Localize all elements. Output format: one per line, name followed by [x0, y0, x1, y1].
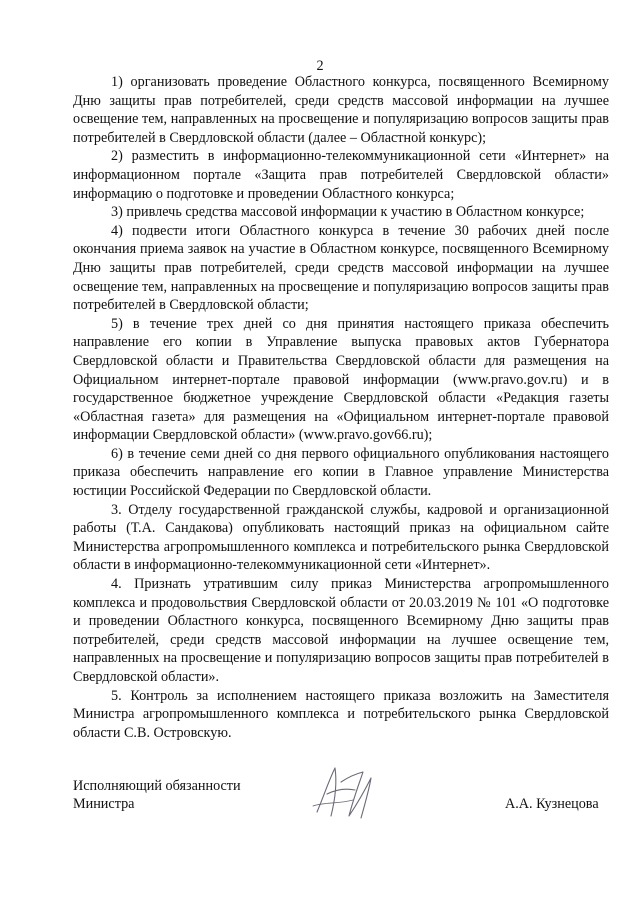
signatory-title-line1: Исполняющий обязанности [73, 778, 241, 794]
signatory-title-line2: Министра [73, 796, 135, 812]
paragraph-5: 5. Контроль за исполнением настоящего приказа возложить на Заместителя Министра агропромышленного комплекса и потребительского рынка Свердловской области С.В. Островскую. [73, 687, 609, 741]
handwritten-signature [305, 760, 385, 825]
paragraph-3: 3. Отделу государственной гражданской службы, кадровой и организационной работы (Т.А. Сандакова) опубликовать настоящий приказ на официальном сайте Министерства агропромышленного комплекса и потребительского рынка Свердловской области в информационно-телекоммуникационной сети «Интернет». [73, 501, 609, 574]
signatory-name: А.А. Кузнецова [505, 796, 599, 812]
paragraph-1-3: 3) привлечь средства массовой информации к участию в Областном конкурсе; [111, 204, 585, 221]
page-number: 2 [316, 58, 324, 74]
paragraph-1-4: 4) подвести итоги Областного конкурса в течение 30 рабочих дней после окончания приема заявок на участие в Областном конкурсе, посвященного Всемирному Дню защиты прав потребителей, среди средств массовой информации на лучшее освещение тем, направленных на просвещение и популяризацию вопросов защиты прав потребителей в Свердловской области; [73, 222, 609, 314]
paragraph-4: 4. Признать утратившим силу приказ Министерства агропромышленного комплекса и продовольствия Свердловской области от 20.03.2019 № 101 «О подготовке и проведении Областного конкурса, посвященного Всемирному Дню защиты прав потребителей, среди средств массовой информации на лучшее освещение тем, направленных на просвещение и популяризацию вопросов защиты прав потребителей в Свердловской области». [73, 576, 609, 685]
paragraph-1-1: 1) организовать проведение Областного конкурса, посвященного Всемирному Дню защиты прав потребителей, среди средств массовой информации на лучшее освещение тем, направленных на просвещение и популяризацию вопросов защиты прав потребителей в Свердловской области (далее – Областной конкурс); [73, 74, 609, 146]
paragraph-1-2: 2) разместить в информационно-телекоммуникационной сети «Интернет» на информационном портале «Защита прав потребителей Свердловской области» информацию о подготовке и проведении Областного конкурса; [73, 148, 609, 202]
paragraph-1-6: 6) в течение семи дней со дня первого официального опубликования настоящего приказа обеспечить направление его копии в Главное управление Министерства юстиции Российской Федерации по Свердловской области. [73, 445, 609, 500]
signatory-title [73, 777, 241, 813]
paragraph-1-5: 5) в течение трех дней со дня принятия настоящего приказа обеспечить направление его копии в Управление выпуска правовых актов Губернатора Свердловской области и Правительства Свердловской области для размещения на Официальном интернет-портале правовой информации (www.pravo.gov.ru) и в государственное бюджетное учреждение Свердловской области «Редакция газеты «Областная газета» для размещения на «Официальном интернет-портале правовой информации Свердловской области» (www.pravo.gov66.ru); [73, 315, 609, 444]
document-body [73, 73, 609, 742]
